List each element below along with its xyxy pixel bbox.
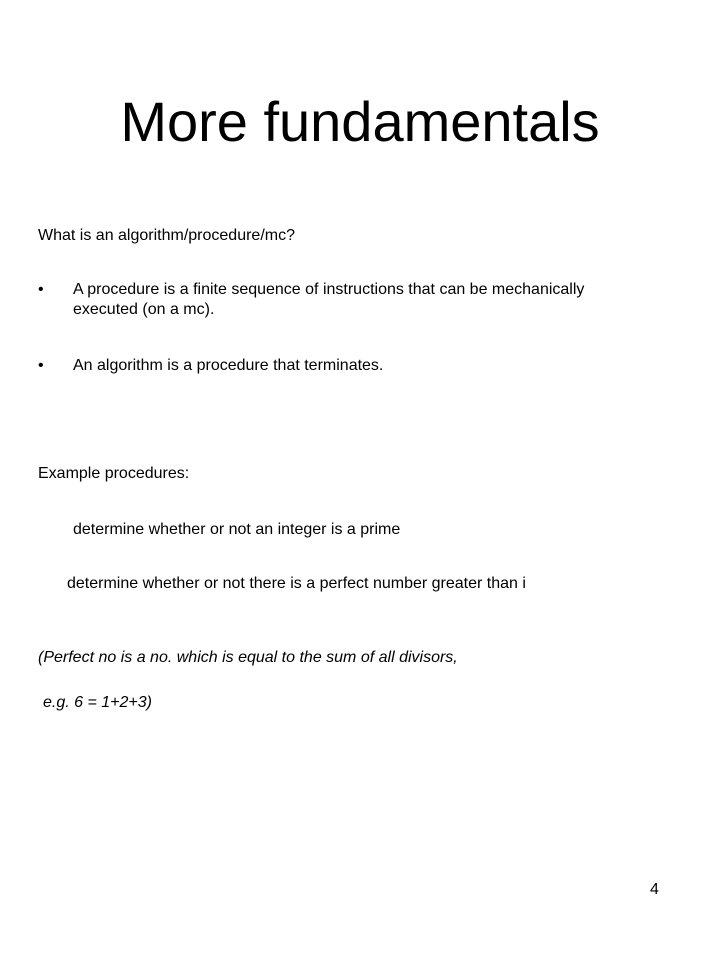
question-text: What is an algorithm/procedure/mc? [38,227,295,244]
example-perfect-number: determine whether or not there is a perfect number greater than i [67,575,526,592]
perfect-number-note-line2: e.g. 6 = 1+2+3) [43,694,152,711]
slide-title: More fundamentals [120,90,600,153]
bullet-marker: • [38,357,44,374]
page-number: 4 [650,881,659,898]
bullet-procedure-definition: A procedure is a finite sequence of instructions that can be mechanically executed (on a mc). [73,281,585,318]
perfect-number-note-line1: (Perfect no is a no. which is equal to the sum of all divisors, [38,649,458,666]
examples-heading: Example procedures: [38,465,190,482]
bullet-marker: • [38,281,44,298]
example-prime: determine whether or not an integer is a prime [73,521,401,538]
bullet-algorithm-definition: An algorithm is a procedure that terminates. [73,357,384,374]
